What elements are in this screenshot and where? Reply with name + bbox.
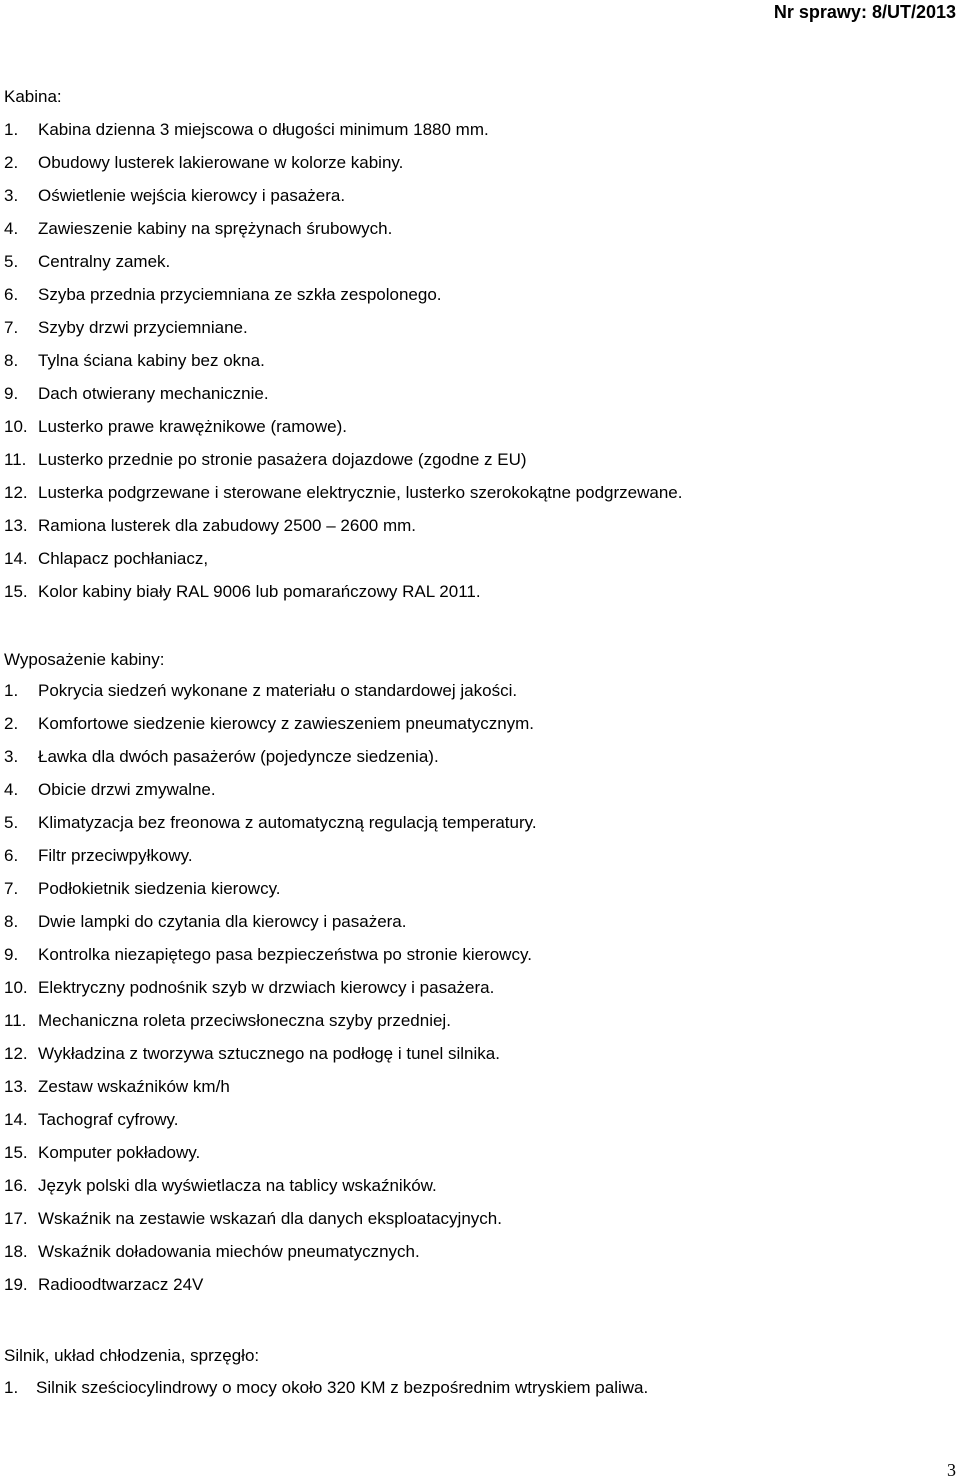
list-item-number: 15.	[4, 582, 28, 601]
list-item-number: 6.	[4, 846, 19, 865]
page-number: 3	[947, 1460, 956, 1480]
list-item-number: 9.	[4, 945, 19, 964]
list-item-number: 3.	[4, 186, 19, 205]
list-item-text: Język polski dla wyświetlacza na tablicy wskaźników.	[38, 1176, 437, 1195]
section-heading-cabin-equipment: Wyposażenie kabiny:	[4, 650, 165, 669]
list-item-text: Centralny zamek.	[38, 252, 171, 271]
list-item-text: Zestaw wskaźników km/h	[38, 1077, 230, 1096]
list-item-text: Lusterko przednie po stronie pasażera dojazdowe (zgodne z EU)	[38, 450, 527, 469]
list-item-number: 8.	[4, 351, 19, 370]
list-item-text: Klimatyzacja bez freonowa z automatyczną regulacją temperatury.	[38, 813, 537, 832]
list-item-text: Ławka dla dwóch pasażerów (pojedyncze siedzenia).	[38, 747, 439, 766]
list-item-number: 17.	[4, 1209, 28, 1228]
list-item-number: 14.	[4, 1110, 28, 1129]
list-item-text: Szyby drzwi przyciemniane.	[38, 318, 248, 337]
list-item-number: 16.	[4, 1176, 28, 1195]
list-item-text: Radioodtwarzacz 24V	[38, 1275, 204, 1294]
list-item-number: 19.	[4, 1275, 28, 1294]
list-item-text: Szyba przednia przyciemniana ze szkła zespolonego.	[38, 285, 442, 304]
list-item-text: Zawieszenie kabiny na sprężynach śrubowych.	[38, 219, 393, 238]
list-item-text: Lusterka podgrzewane i sterowane elektrycznie, lusterko szerokokątne podgrzewane.	[38, 483, 683, 502]
list-item-text: Mechaniczna roleta przeciwsłoneczna szyby przedniej.	[38, 1011, 451, 1030]
list-item-number: 10.	[4, 978, 28, 997]
list-item-number: 15.	[4, 1143, 28, 1162]
list-item-number: 13.	[4, 516, 28, 535]
list-item-text: Elektryczny podnośnik szyb w drzwiach kierowcy i pasażera.	[38, 978, 495, 997]
list-item-text: Podłokietnik siedzenia kierowcy.	[38, 879, 281, 898]
list-item-number: 5.	[4, 252, 19, 271]
list-item-number: 8.	[4, 912, 19, 931]
list-item-number: 3.	[4, 747, 19, 766]
list-item-number: 7.	[4, 318, 19, 337]
list-item-number: 1.	[4, 681, 19, 700]
list-item-number: 11.	[4, 450, 27, 469]
list-item-text: Pokrycia siedzeń wykonane z materiału o standardowej jakości.	[38, 681, 518, 700]
list-item-number: 10.	[4, 417, 28, 436]
list-item-text: Ramiona lusterek dla zabudowy 2500 – 2600 mm.	[38, 516, 416, 535]
list-item-number: 12.	[4, 483, 28, 502]
list-item-text: Wskaźnik doładowania miechów pneumatycznych.	[38, 1242, 420, 1261]
list-item-number: 18.	[4, 1242, 28, 1261]
list-item-text: Dach otwierany mechanicznie.	[38, 384, 269, 403]
list-item-text: Filtr przeciwpyłkowy.	[38, 846, 193, 865]
list-item-text: Obudowy lusterek lakierowane w kolorze kabiny.	[38, 153, 404, 172]
list-item-text: Oświetlenie wejścia kierowcy i pasażera.	[38, 186, 346, 205]
list-item-text: Wykładzina z tworzywa sztucznego na podłogę i tunel silnika.	[38, 1044, 500, 1063]
list-item-text: Tachograf cyfrowy.	[38, 1110, 179, 1129]
list-item-text: Kontrolka niezapiętego pasa bezpieczeństwa po stronie kierowcy.	[38, 945, 532, 964]
list-item-number: 6.	[4, 285, 19, 304]
list-item-number: 2.	[4, 153, 19, 172]
list-item-text: Lusterko prawe krawężnikowe (ramowe).	[38, 417, 347, 436]
list-item-number: 1.	[4, 120, 19, 139]
list-item-number: 11.	[4, 1011, 27, 1030]
section-heading-engine: Silnik, układ chłodzenia, sprzęgło:	[4, 1346, 260, 1365]
list-item-text: Silnik sześciocylindrowy o mocy około 320 KM z bezpośrednim wtryskiem paliwa.	[36, 1378, 649, 1397]
case-number: Nr sprawy: 8/UT/2013	[773, 2, 956, 22]
list-item-number: 4.	[4, 780, 19, 799]
list-item-number: 14.	[4, 549, 28, 568]
list-item-text: Dwie lampki do czytania dla kierowcy i pasażera.	[38, 912, 407, 931]
list-item-text: Wskaźnik na zestawie wskazań dla danych eksploatacyjnych.	[38, 1209, 502, 1228]
list-item-number: 1.	[4, 1378, 19, 1397]
list-item-text: Kolor kabiny biały RAL 9006 lub pomarańczowy RAL 2011.	[38, 582, 481, 601]
list-item-text: Kabina dzienna 3 miejscowa o długości minimum 1880 mm.	[38, 120, 489, 139]
list-item-number: 13.	[4, 1077, 28, 1096]
list-item-number: 4.	[4, 219, 19, 238]
list-item-number: 5.	[4, 813, 19, 832]
list-item-text: Komputer pokładowy.	[38, 1143, 201, 1162]
list-item-text: Komfortowe siedzenie kierowcy z zawieszeniem pneumatycznym.	[38, 714, 535, 733]
list-item-text: Chlapacz pochłaniacz,	[38, 549, 209, 568]
section-heading-cabin: Kabina:	[4, 87, 62, 106]
list-item-number: 12.	[4, 1044, 28, 1063]
list-item-number: 7.	[4, 879, 19, 898]
list-item-text: Obicie drzwi zmywalne.	[38, 780, 216, 799]
list-item-number: 9.	[4, 384, 19, 403]
list-item-number: 2.	[4, 714, 19, 733]
list-item-text: Tylna ściana kabiny bez okna.	[38, 351, 265, 370]
